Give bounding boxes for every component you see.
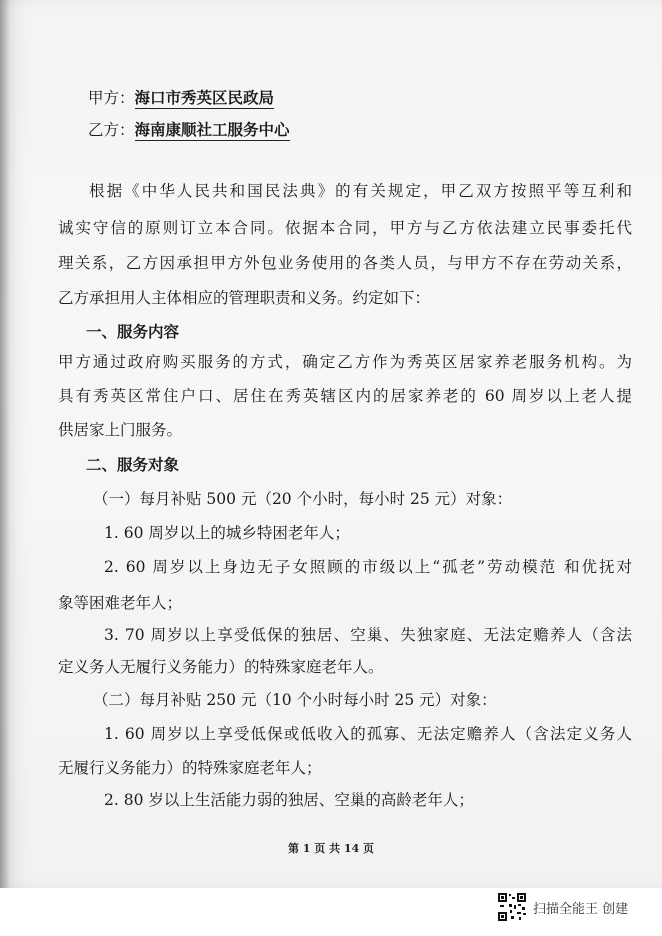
party-a-label: 甲方： xyxy=(88,89,135,107)
sub1-item-3-line-2: 定义务人无履行义务能力）的特殊家庭老年人。 xyxy=(58,658,384,676)
party-a xyxy=(88,86,274,108)
subsection-2-title: （二）每月补贴 250 元（10 个小时每小时 25 元）对象： xyxy=(93,691,497,709)
intro-line-2: 诚实守信的原则订立本合同。依据本合同，甲方与乙方依法建立民事委托代 xyxy=(58,219,632,237)
section-1-line-2: 具有秀英区常住户口、居住在秀英辖区内的居家养老的 60 周岁以上老人提 xyxy=(58,387,632,405)
party-b xyxy=(88,118,290,140)
sub2-item-2: 2. 80 岁以上生活能力弱的独居、空巢的高龄老年人； xyxy=(104,791,474,809)
sub1-item-2-line-1: 2. 60 周岁以上身边无子女照顾的市级以上“孤老”劳动模范 和优抚对 xyxy=(104,558,632,576)
intro-line-4: 乙方承担用人主体相应的管理职责和义务。约定如下： xyxy=(58,289,431,307)
section-1-line-3: 供居家上门服务。 xyxy=(58,421,183,439)
party-b-label: 乙方： xyxy=(88,121,135,139)
section-1-line-1: 甲方通过政府购买服务的方式，确定乙方作为秀英区居家养老服务机构。为 xyxy=(58,353,632,371)
party-b-name: 海南康顺社工服务中心 xyxy=(134,120,290,139)
qr-code-icon xyxy=(497,892,527,922)
sub1-item-2-line-2: 象等困难老年人； xyxy=(58,594,183,612)
sub1-item-1: 1. 60 周岁以上的城乡特困老年人； xyxy=(104,524,350,542)
page-edge-shadow xyxy=(0,0,10,888)
sub1-item-3-line-1: 3. 70 周岁以上享受低保的独居、空巢、失独家庭、无法定赡养人（含法 xyxy=(104,626,632,644)
section-1-heading: 一、服务内容 xyxy=(86,322,180,341)
subsection-1-title: （一）每月补贴 500 元（20 个小时，每小时 25 元）对象： xyxy=(93,490,513,508)
sub2-item-1-line-2: 无履行义务能力）的特殊家庭老年人； xyxy=(58,759,322,777)
intro-line-1: 根据《中华人民共和国民法典》的有关规定，甲乙双方按照平等互利和 xyxy=(89,182,632,200)
sub2-item-1-line-1: 1. 60 周岁以上享受低保或低收入的孤寡、无法定赡养人（含法定义务人 xyxy=(104,725,632,743)
party-a-name: 海口市秀英区民政局 xyxy=(134,88,275,107)
section-2-heading: 二、服务对象 xyxy=(86,455,180,474)
watermark-text: 扫描全能王 创建 xyxy=(533,901,629,917)
page-number: 第 1 页 共 14 页 xyxy=(287,842,375,855)
intro-line-3: 理关系，乙方因承担甲方外包业务使用的各类人员，与甲方不存在劳动关系， xyxy=(58,254,632,272)
scanner-watermark xyxy=(497,892,628,922)
